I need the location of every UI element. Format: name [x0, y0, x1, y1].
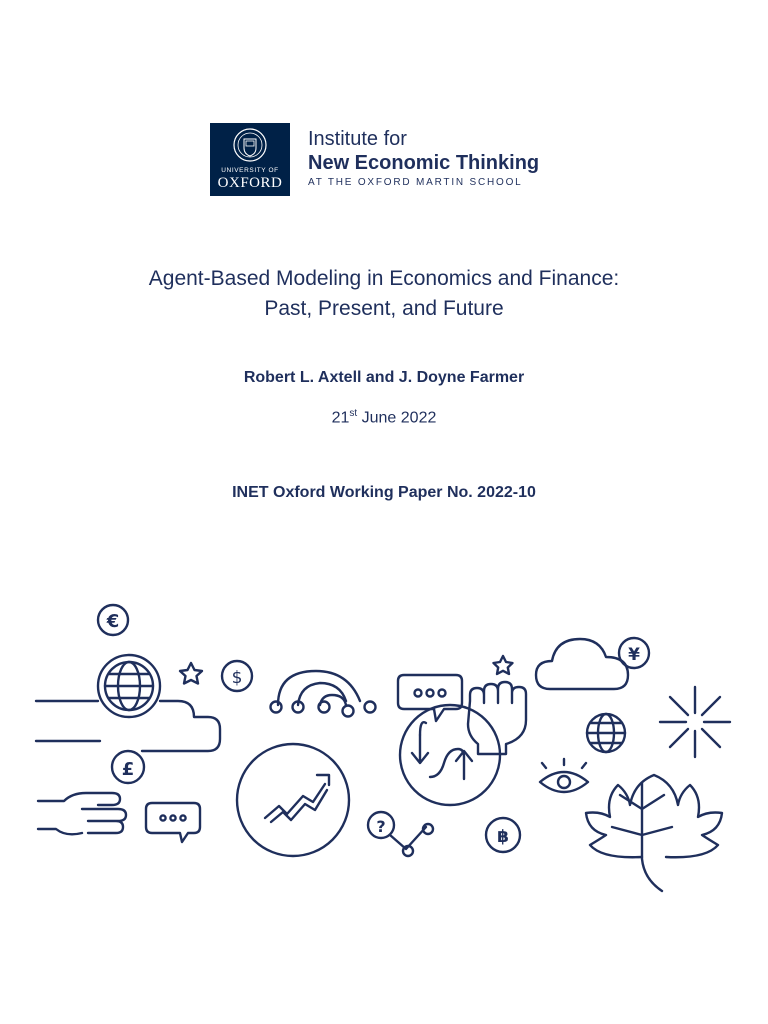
cloud-icon — [536, 639, 628, 689]
globe-icon — [98, 655, 160, 717]
star-icon — [180, 663, 202, 684]
institute-line-2: New Economic Thinking — [308, 152, 540, 174]
date-rest: June 2022 — [357, 409, 437, 427]
chat-bubble-icon — [146, 803, 200, 842]
hand-icon — [38, 793, 126, 834]
yen-coin-icon — [619, 638, 649, 668]
pound-symbol: £ — [121, 759, 135, 780]
euro-coin-icon — [98, 605, 128, 635]
maple-leaf-icon — [586, 775, 722, 891]
message-bubble-icon — [398, 675, 462, 721]
working-paper-number: INET Oxford Working Paper No. 2022-10 — [232, 484, 536, 501]
growth-chart-icon — [237, 744, 349, 856]
economics-illustration — [30, 595, 750, 905]
small-globe-icon — [587, 714, 625, 752]
seal-oxford-text: OXFORD — [217, 175, 283, 191]
date-suffix: st — [349, 408, 358, 419]
oxford-seal — [210, 123, 290, 196]
institute-line-1: Institute for — [308, 128, 407, 150]
institute-name — [308, 127, 539, 190]
yen-symbol: ¥ — [628, 645, 640, 665]
authors: Robert L. Axtell and J. Doyne Farmer — [243, 369, 525, 386]
date-day: 21 — [331, 409, 350, 427]
title-line-1: Agent-Based Modeling in Economics and Finance: — [148, 267, 620, 290]
pound-coin-icon — [112, 751, 144, 783]
bitcoin-symbol: ฿ — [497, 827, 509, 847]
euro-symbol: € — [106, 611, 120, 632]
eye-icon — [540, 759, 588, 792]
dollar-symbol: $ — [231, 668, 243, 688]
question-network-icon — [368, 812, 433, 856]
question-symbol: ? — [376, 817, 386, 836]
institute-logo — [210, 123, 550, 196]
dollar-coin-icon — [222, 661, 252, 691]
star-icon — [494, 656, 513, 674]
network-arc-icon — [271, 671, 376, 717]
title-line-2: Past, Present, and Future — [264, 297, 504, 320]
burst-icon — [660, 687, 730, 757]
paper-title — [0, 264, 768, 324]
cloud-arm-shape — [36, 701, 220, 751]
seal-university-text: UNIVERSITY OF — [221, 167, 279, 174]
bitcoin-coin-icon — [486, 818, 520, 852]
publication-date — [0, 408, 768, 427]
crest-icon — [232, 127, 268, 163]
fist-icon — [468, 682, 526, 754]
institute-line-3: AT THE OXFORD MARTIN SCHOOL — [308, 177, 523, 188]
